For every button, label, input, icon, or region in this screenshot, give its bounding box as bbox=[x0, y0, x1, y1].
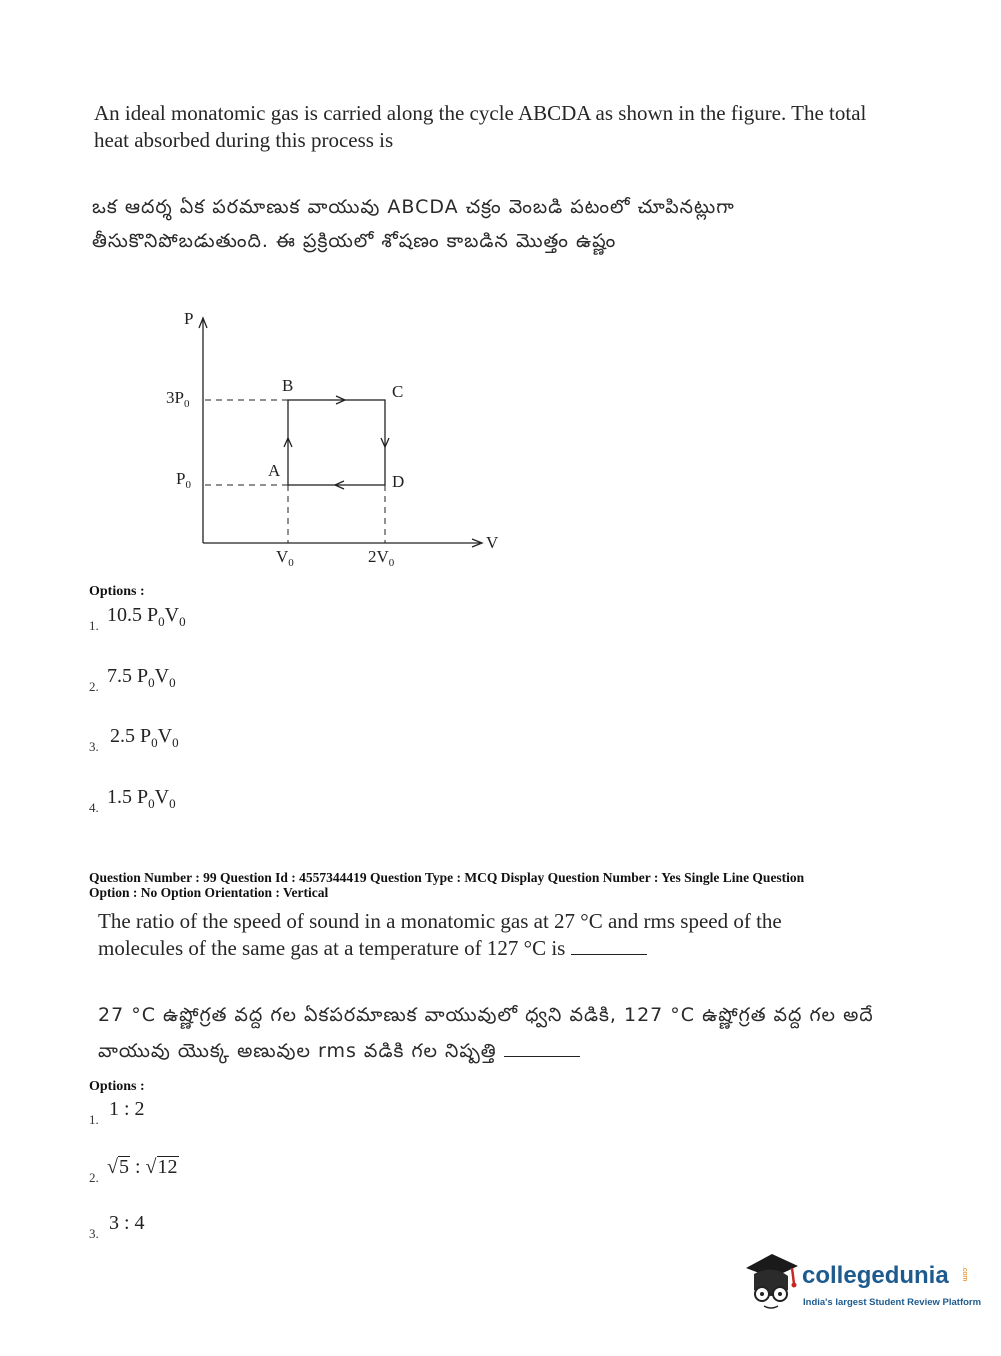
q2-text-line-2: molecules of the same gas at a temperature of 127 °C is bbox=[98, 935, 647, 962]
q2-meta-line-1: Question Number : 99 Question Id : 4557344419 Question Type : MCQ Display Question Number : Yes Single Line Question bbox=[89, 870, 805, 885]
answer-blank bbox=[504, 1055, 580, 1057]
collegedunia-logo[interactable] bbox=[742, 1250, 982, 1320]
q2-options-label: Options : bbox=[89, 1079, 145, 1094]
pv-diagram bbox=[150, 300, 520, 580]
cycle-rectangle bbox=[288, 400, 385, 485]
option-number: 1. bbox=[89, 618, 99, 633]
logo-wordmark: collegedunia bbox=[802, 1262, 949, 1289]
point-d-label: D bbox=[392, 472, 405, 491]
answer-blank bbox=[571, 953, 647, 955]
mascot-icon bbox=[742, 1250, 800, 1312]
option-value: 10.5 $P_0V_0$ bbox=[107, 604, 186, 629]
option-number: 3. bbox=[89, 739, 99, 754]
option-number: 3. bbox=[89, 1226, 99, 1241]
question-1-telugu-line-1: ఒక ఆదర్శ ఏక పరమాణుక వాయువు ABCDA చక్రం వెంబడి పటంలో చూపినట్లుగా bbox=[92, 196, 735, 218]
option-value: √5 : √12 bbox=[107, 1156, 178, 1178]
q2-telugu-line-1: 27 °C ఉష్ణోగ్రత వద్ద గల ఏకపరమాణుక వాయువులో ధ్వని వడికి, 127 °C ఉష్ణోగ్రత వద్ద గల అదే bbox=[98, 1004, 874, 1026]
logo-tagline: India's largest Student Review Platform bbox=[803, 1297, 982, 1308]
q2-text-line-1: The ratio of the speed of sound in a monatomic gas at 27 °C and rms speed of the bbox=[98, 909, 782, 933]
option-number: 2. bbox=[89, 1170, 99, 1185]
point-c-label: C bbox=[392, 382, 404, 401]
option-value: 7.5 $P_0V_0$ bbox=[107, 665, 176, 690]
option-number: 1. bbox=[89, 1112, 99, 1127]
option-value: 1.5 $P_0V_0$ bbox=[107, 786, 176, 811]
option-number: 2. bbox=[89, 679, 99, 694]
p-high-label: $3P_0$ bbox=[166, 388, 190, 410]
v-axis-label: V bbox=[486, 533, 499, 552]
point-b-label: B bbox=[282, 376, 294, 395]
logo-tld: .com bbox=[961, 1266, 968, 1282]
option-value: 3 : 4 bbox=[109, 1212, 145, 1234]
q1-options-label: Options : bbox=[89, 584, 145, 599]
q2-meta-line-2: Option : No Option Orientation : Vertical bbox=[89, 885, 329, 900]
option-number: 4. bbox=[89, 800, 99, 815]
option-value: 1 : 2 bbox=[109, 1098, 145, 1120]
q2-telugu-line-2: వాయువు యొక్క అణువుల rms వడికి గల నిష్పత్తి bbox=[98, 1034, 580, 1068]
option-value: 2.5 $P_0V_0$ bbox=[110, 725, 179, 750]
p-axis-label: P bbox=[184, 309, 194, 328]
question-1-text: An ideal monatomic gas is carried along the cycle ABCDA as shown in the figure. The total heat absorbed during this process is bbox=[94, 101, 867, 152]
question-1-telugu-line-2: తీసుకొనిపోబడుతుంది. ఈ ప్రక్రియలో శోషణం కాబడిన మొత్తం ఉష్ణం bbox=[92, 230, 617, 252]
v-low-label: $V_0$ bbox=[276, 547, 294, 569]
point-a-label: A bbox=[268, 461, 281, 480]
v-high-label: $2V_0$ bbox=[368, 547, 395, 569]
p-low-label: $P_0$ bbox=[176, 469, 191, 491]
